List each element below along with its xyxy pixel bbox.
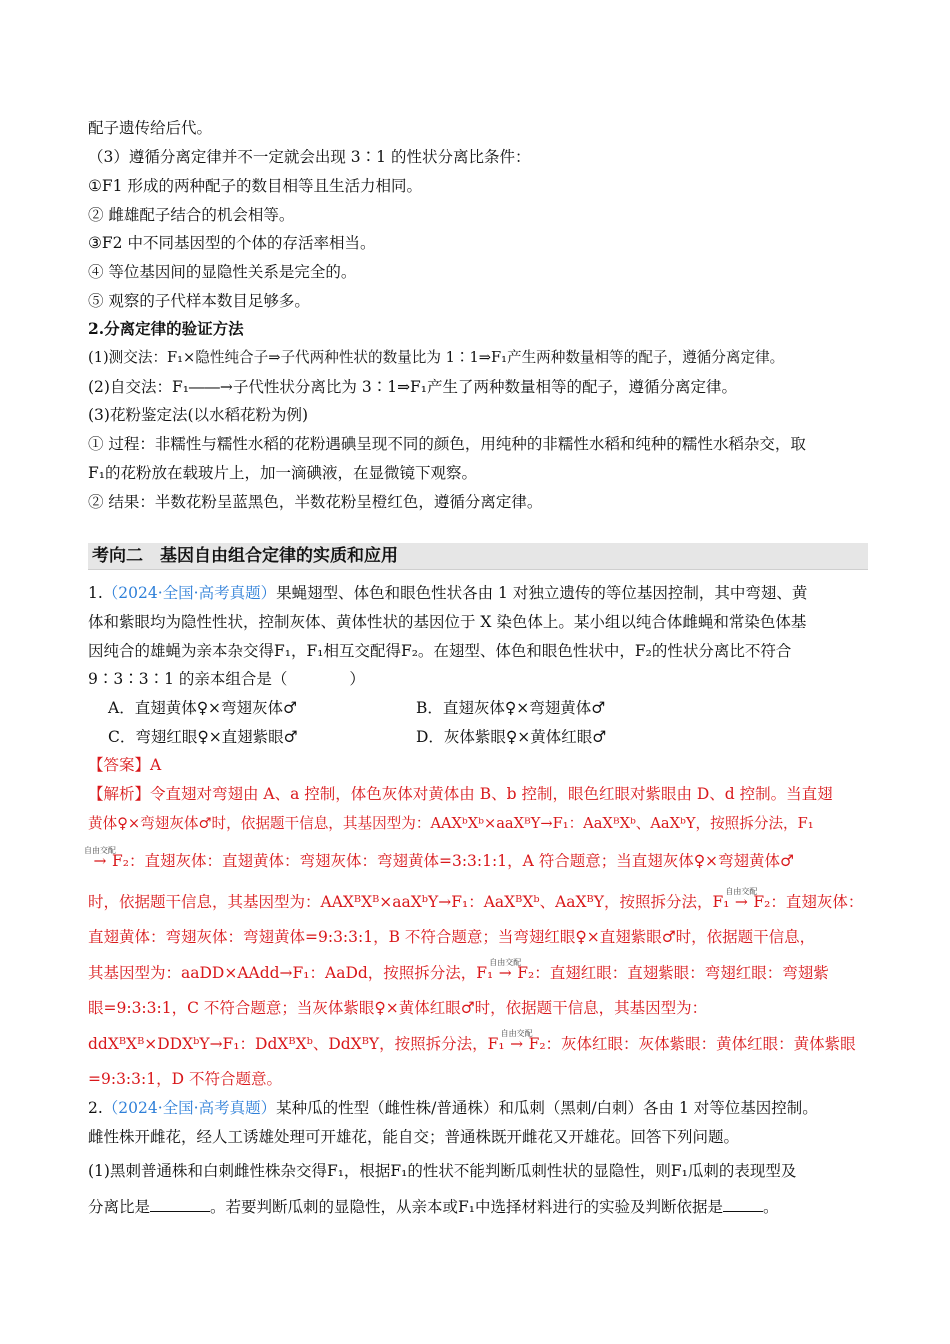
q1-explanation-line-9: =9:3:3:1，D 不符合题意。: [88, 1070, 282, 1088]
q1-stem-line-4: 9∶3∶3∶1 的亲本组合是（ ）: [88, 670, 365, 688]
answer-blank-2[interactable]: [723, 1197, 763, 1212]
q2-p1c-text: 。若要判断瓜刺的显隐性，从亲本或F₁中选择材料进行的实验及判断依据是: [210, 1198, 723, 1216]
arrow-label: 自由交配: [489, 958, 522, 967]
intro-line-6: ④ 等位基因间的显隐性关系是完全的。: [88, 263, 357, 281]
mating-arrow-icon: 自由交配 →: [505, 1033, 529, 1055]
q1-exp8b-text: F₂：灰体红眼：灰体紫眼：黄体红眼：黄体紫眼: [528, 1035, 856, 1053]
verify-method-1: (1)测交法：F₁×隐性纯合子⇒子代两种性状的数量比为 1∶1⇒F₁产生两种数量相等的配子，遵循分离定律。: [88, 349, 785, 366]
verify-process-line-2: F₁的花粉放在载玻片上，加一滴碘液，在显微镜下观察。: [88, 464, 477, 482]
intro-line-3: ①F1 形成的两种配子的数目相等且生活力相同。: [88, 177, 422, 195]
q2-p1b-text: 分离比是: [88, 1198, 151, 1216]
q2-p1d-text: 。: [763, 1198, 779, 1216]
q1-stem-line-1: [88, 582, 880, 604]
intro-line-2: （3）遵循分离定律并不一定就会出现 3∶1 的性状分离比条件：: [88, 148, 531, 166]
q1-option-a[interactable]: A．直翅黄体♀×弯翅灰体♂: [108, 699, 297, 717]
q2-number: 2.: [88, 1099, 103, 1117]
verify-method-2: (2)自交法：F₁――→子代性状分离比为 3∶1⇒F₁产生了两种数量相等的配子，遵循分离定律。: [88, 378, 738, 396]
q1-stem-text: 果蝇翅型、体色和眼色性状各由 1 对独立遗传的等位基因控制，其中弯翅、黄: [276, 584, 808, 602]
q1-option-b[interactable]: B．直翅灰体♀×弯翅黄体♂: [416, 699, 606, 717]
arrow-label: 自由交配: [500, 1029, 533, 1038]
q1-source: （2024·全国·高考真题）: [102, 584, 277, 602]
q1-stem-line-2: 体和紫眼均为隐性性状，控制灰体、黄体性状的基因位于 X 染色体上。某小组以纯合体雌蝇和常染色体基: [88, 613, 807, 631]
q1-option-c[interactable]: C．弯翅红眼♀×直翅紫眼♂: [108, 728, 298, 746]
q1-answer: 【答案】A: [88, 756, 162, 774]
q1-exp6b-text: F₂：直翅红眼：直翅紫眼：弯翅红眼：弯翅紫: [517, 964, 829, 982]
intro-line-4: ② 雌雄配子结合的机会相等。: [88, 206, 295, 224]
q1-explanation-line-4: [88, 887, 880, 913]
q1-exp4-text: 时，依据题干信息，其基因型为：AAXᴮXᴮ×aaXᵇY→F₁：AaXᴮXᵇ、AaXᴮY，按照拆分法，F₁: [88, 893, 730, 911]
q1-stem-line-3: 因纯合的雄蝇为亲本杂交得F₁，F₁相互交配得F₂。在翅型、体色和眼色性状中，F₂的性状分离比不符合: [88, 642, 792, 660]
mating-arrow-icon: 自由交配 →: [88, 850, 112, 872]
q2-source: （2024·全国·高考真题）: [102, 1099, 277, 1117]
verify-method-3: (3)花粉鉴定法(以水稻花粉为例): [88, 406, 309, 424]
q1-explanation-line-3: [84, 846, 880, 872]
q1-explanation-line-6: [88, 958, 880, 984]
q2-part1-line-2: [88, 1196, 880, 1218]
section-title: 考向二 基因自由组合定律的实质和应用: [92, 546, 398, 566]
mating-arrow-icon: 自由交配 →: [493, 962, 517, 984]
mating-arrow-icon: 自由交配 →: [729, 891, 753, 913]
intro-line-5: ③F2 中不同基因型的个体的存活率相当。: [88, 234, 376, 252]
answer-blank-1[interactable]: [150, 1197, 210, 1212]
q1-exp6-text: 其基因型为：aaDD×AAdd→F₁：AaDd，按照拆分法，F₁: [88, 964, 494, 982]
q1-explanation-line-8: [88, 1029, 880, 1055]
verify-result: ② 结果：半数花粉呈蓝黑色，半数花粉呈橙红色，遵循分离定律。: [88, 493, 543, 511]
q1-exp4b-text: F₂：直翅灰体：: [753, 893, 864, 911]
q1-explanation-line-2: 黄体♀×弯翅灰体♂时，依据题干信息，其基因型为：AAXᵇXᵇ×aaXᴮY→F₁：AaXᴮXᵇ、AaXᵇY，按照拆分法，F₁: [88, 815, 814, 832]
q1-explanation-line-1: 【解析】令直翅对弯翅由 A、a 控制，体色灰体对黄体由 B、b 控制，眼色红眼对紫眼由 D、d 控制。当直翅: [88, 785, 833, 803]
q1-exp8-text: ddXᴮXᴮ×DDXᵇY→F₁：DdXᴮXᵇ、DdXᴮY，按照拆分法，F₁: [88, 1035, 505, 1053]
verify-process-line-1: ① 过程：非糯性与糯性水稻的花粉遇碘呈现不同的颜色，用纯种的非糯性水稻和纯种的糯性水稻杂交，取: [88, 435, 806, 453]
q1-explanation-line-7: 眼=9:3:3:1，C 不符合题意；当灰体紫眼♀×黄体红眼♂时，依据题干信息，其基因型为：: [88, 999, 708, 1017]
verify-heading: 2.分离定律的验证方法: [88, 319, 244, 338]
q2-stem-line-1: [88, 1097, 880, 1119]
intro-line-1: 配子遗传给后代。: [88, 119, 213, 137]
intro-line-7: ⑤ 观察的子代样本数目足够多。: [88, 292, 310, 310]
arrow-label: 自由交配: [84, 846, 116, 855]
arrow-label: 自由交配: [725, 887, 758, 896]
q1-exp3-text: F₂：直翅灰体：直翅黄体：弯翅灰体：弯翅黄体=3:3:1:1，A 符合题意；当直翅灰体♀×弯翅黄体♂: [112, 852, 794, 870]
q1-number: 1.: [88, 584, 103, 602]
q1-option-d[interactable]: D．灰体紫眼♀×黄体红眼♂: [416, 728, 607, 746]
q2-stem-text: 某种瓜的性型（雌性株/普通株）和瓜刺（黑刺/白刺）各由 1 对等位基因控制。: [276, 1099, 818, 1117]
q2-stem-line-2: 雌性株开雌花，经人工诱雄处理可开雄花，能自交；普通株既开雌花又开雄花。回答下列问题。: [88, 1128, 740, 1146]
q2-part1-line-1: (1)黑刺普通株和白刺雌性株杂交得F₁，根据F₁的性状不能判断瓜刺性状的显隐性，则F₁瓜刺的表现型及: [88, 1162, 797, 1180]
q1-explanation-line-5: 直翅黄体：弯翅灰体：弯翅黄体=9:3:3:1，B 不符合题意；当弯翅红眼♀×直翅紫眼♂时，依据题干信息，: [88, 928, 816, 946]
